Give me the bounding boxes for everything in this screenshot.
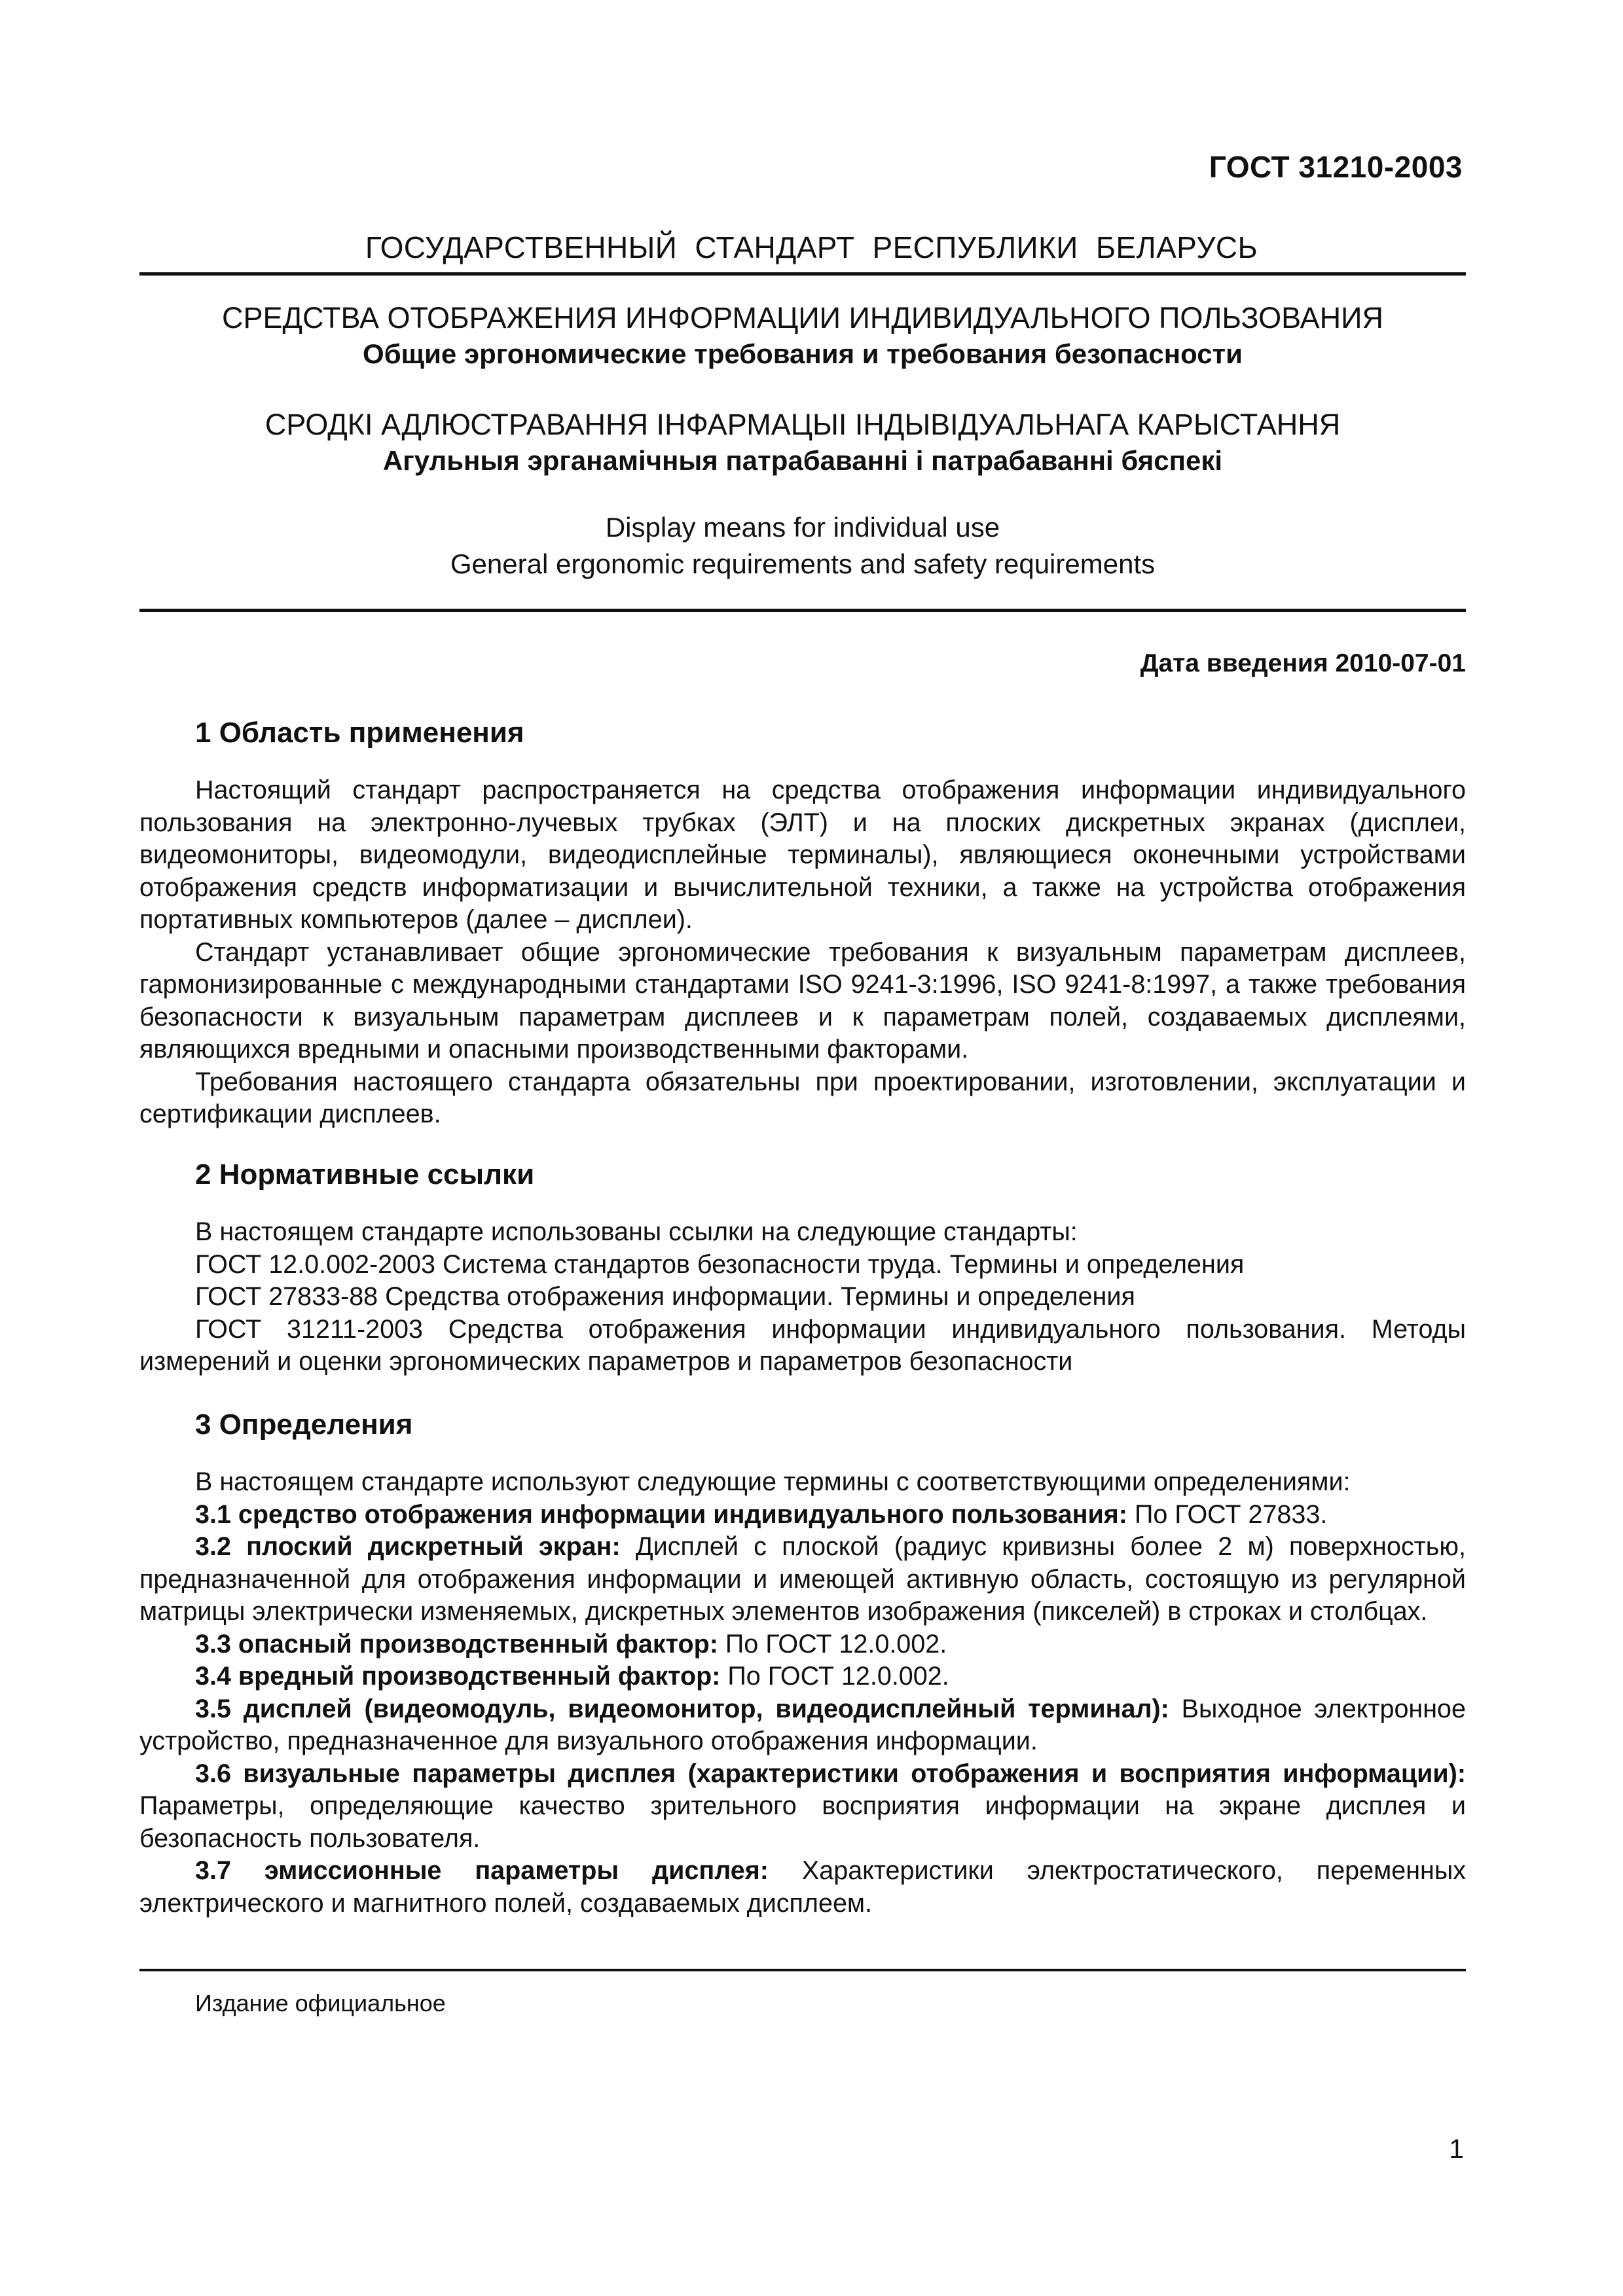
title-by-sub: Агульныя эрганамічныя патрабаванні і патрабаванні бяспекі [382,445,1223,476]
page-number: 1 [1449,2134,1464,2164]
section-1-heading: 1 Область применения [195,717,524,749]
definition-text: Характеристики электростатического, переменных электрического и магнитного полей, создаваемых дисплеем. [139,1856,1466,1918]
title-russian [139,300,1466,372]
definition-item [139,1758,1466,1856]
header-rule [139,272,1466,276]
definition-item [139,1499,1466,1532]
reference-item: ГОСТ 31211-2003 Средства отображения информации индивидуального пользования. Методы измерений и оценки эргономических параметров и параметров безопасности [139,1314,1466,1376]
footer-rule [139,1969,1466,1971]
introduction-date: Дата введения 2010-07-01 [1140,649,1466,677]
definition-text: Дисплей с плоской (радиус кривизны более 2 м) поверхностью, предназначенной для отображения информации и имеющей активную область, состоящую из регулярной матрицы электрически изменяемых, дискретных элементов изображения (пикселей) в строках и столбцах. [139,1532,1466,1626]
definition-item [139,1660,1466,1693]
reference-item: ГОСТ 12.0.002-2003 Система стандартов безопасности труда. Термины и определения [195,1249,1245,1279]
definition-item [139,1693,1466,1758]
definition-term: 3.5 дисплей (видеомодуль, видеомонитор, видеодисплейный терминал): [195,1694,1169,1723]
definition-term: 3.7 эмиссионные параметры дисплея: [195,1856,769,1885]
title-ru-sub: Общие эргономические требования и требования безопасности [363,338,1243,369]
definition-item [139,1531,1466,1628]
paragraph: В настоящем стандарте используют следующие термины с соответствующими определениями: [195,1467,1351,1496]
state-standard-heading: ГОСУДАРСТВЕННЫЙ СТАНДАРТ РЕСПУБЛИКИ БЕЛАРУСЬ [365,230,1258,264]
definition-text: Параметры, определяющие качество зрительного восприятия информации на экране дисплея и безопасность пользователя. [139,1791,1466,1853]
definition-term: 3.1 средство отображения информации индивидуального пользования: [195,1499,1127,1529]
section-3-heading: 3 Определения [195,1408,413,1441]
paragraph: Стандарт устанавливает общие эргономические требования к визуальным параметрам дисплеев, гармонизированные с международными стандартами ISO 9241-3:1996, ISO 9241-8:1997, а также требования безопасности к визуальным параметрам дисплеев и к параметрам полей, создаваемых дисплеями, являющихся вредными и опасными производственными факторами. [139,937,1466,1064]
section-2-heading: 2 Нормативные ссылки [195,1158,535,1191]
title-belarusian [139,406,1466,478]
title-by-main: СРОДКІ АДЛЮСТРАВАННЯ ІНФАРМАЦЫІ ІНДЫВІДУАЛЬНАГА КАРЫСТАННЯ [264,408,1341,441]
document-number: ГОСТ 31210-2003 [1209,150,1463,184]
reference-item: ГОСТ 27833-88 Средства отображения информации. Термины и определения [195,1282,1135,1311]
paragraph: Требования настоящего стандарта обязательны при проектировании, изготовлении, эксплуатации и сертификации дисплеев. [139,1067,1466,1128]
definition-text: По ГОСТ 27833. [1134,1499,1328,1529]
section-3-body [139,1466,1466,1920]
definition-term: 3.3 опасный производственный фактор: [195,1629,718,1659]
definition-item [139,1628,1466,1661]
title-rule [139,609,1466,612]
definition-term: 3.2 плоский дискретный экран: [195,1532,621,1561]
definition-item [139,1855,1466,1920]
title-en-sub: General ergonomic requirements and safety requirements [450,548,1156,579]
definition-term: 3.4 вредный производственный фактор: [195,1662,721,1691]
definition-term: 3.6 визуальные параметры дисплея (характеристики отображения и восприятия информации): [195,1759,1466,1788]
section-2-body [139,1216,1466,1378]
paragraph: Настоящий стандарт распространяется на средства отображения информации индивидуального пользования на электронно-лучевых трубках (ЭЛТ) и на плоских дискретных экранах (дисплеи, видеомониторы, видеомодули, видеодисплейные терминалы), являющиеся оконечными устройствами отображения средств информатизации и вычислительной техники, а также на устройства отображения портативных компьютеров (далее – дисплеи). [139,776,1466,934]
official-edition-note: Издание официальное [195,1990,446,2017]
paragraph: В настоящем стандарте использованы ссылки на следующие стандарты: [195,1217,1078,1246]
title-en-main: Display means for individual use [605,512,1000,543]
title-english [139,509,1466,583]
section-1-body [139,774,1466,1131]
definition-text: По ГОСТ 12.0.002. [727,1662,949,1691]
definition-text: По ГОСТ 12.0.002. [725,1629,947,1659]
title-ru-main: СРЕДСТВА ОТОБРАЖЕНИЯ ИНФОРМАЦИИ ИНДИВИДУАЛЬНОГО ПОЛЬЗОВАНИЯ [222,301,1383,334]
definition-text: Выходное электронное устройство, предназначенное для визуального отображения информации. [139,1694,1466,1755]
